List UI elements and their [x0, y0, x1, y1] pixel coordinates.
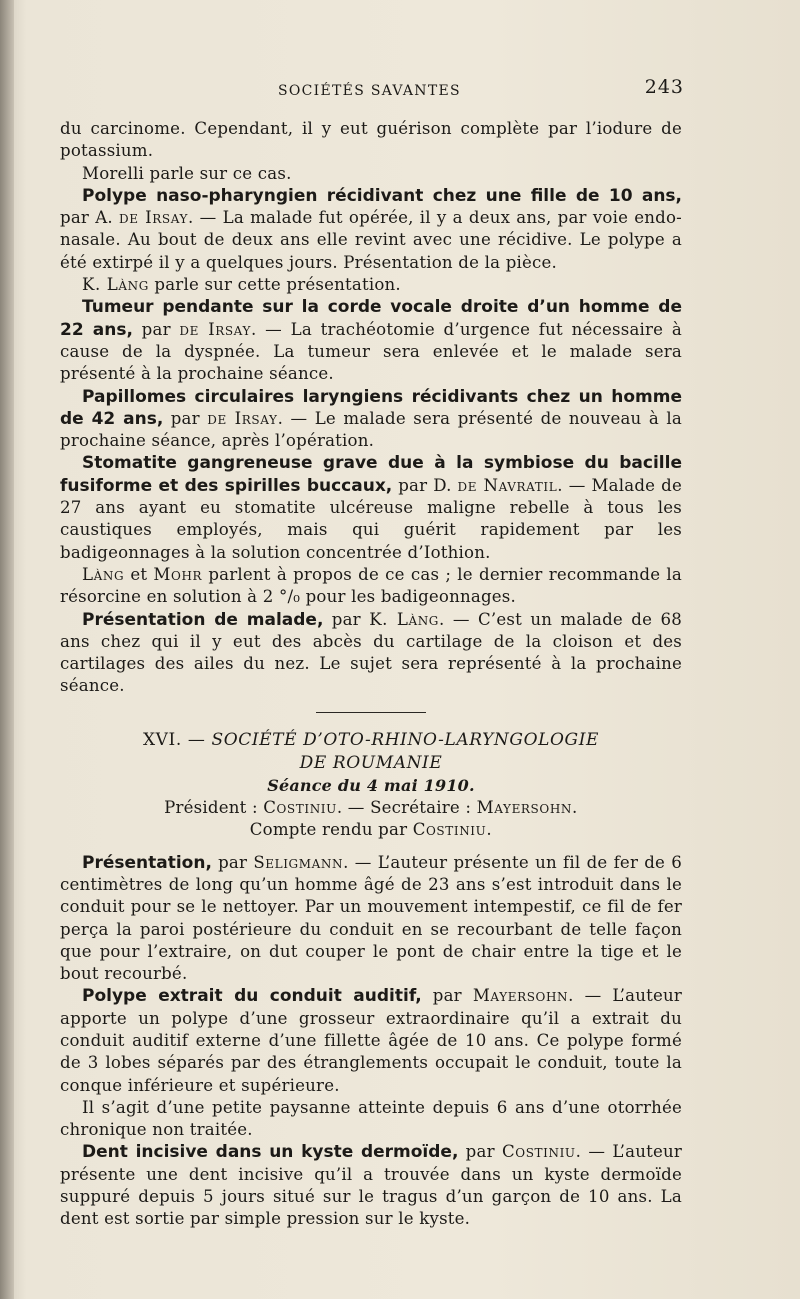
report-by: Compte rendu par Costiniu.	[249, 820, 493, 840]
entry-stomatite: Stomatite gangreneuse grave due à la symbiose du bacille fusiforme et des spirilles buccaux, par D. de Navratil. — Malade de 27 ans ayant eu stomatite ulcéreuse maligne rebelle à tous les caustiques employés, mais qui guérit rapidement par les badigeonnages à la solution concentrée d’Iothion.	[60, 453, 682, 562]
running-title: SOCIÉTÉS SAVANTES	[278, 83, 461, 99]
officers: Président : Costiniu. — Secrétaire : Mayersohn.	[164, 798, 578, 818]
author-name: Seligmann	[253, 852, 344, 872]
page-number: 243	[644, 76, 684, 98]
entry-heading: Polype naso-pharyngien récidivant chez une fille de 10 ans,	[82, 185, 682, 206]
author-name: K. Làng	[369, 609, 439, 629]
entry-presentation-fil: Présentation, par Seligmann. — L’auteur présente un fil de fer de 6 centimètres de long qu’un homme âgé de 23 ans s’est introduit dans le conduit pour se le nettoyer. Par un mouvement intempestif, ce fil de fer perça la paroi postérieure du conduit en se recourbant de telle façon que pour l’extraire, on dut couper le pont de chair entre la tige et le bout recourbé.	[60, 852, 683, 984]
entry-heading: Polype extrait du conduit auditif,	[82, 986, 422, 1007]
entry-presentation-malade: Présentation de malade, par K. Làng. — C’est un malade de 68 ans chez qui il y eut des abcès du cartilage de la cloison et des cartilages des ailes du nez. Le sujet sera représenté à la prochaine séance.	[60, 609, 683, 696]
paragraph-lang: K. Làng parle sur cette présentation.	[82, 275, 401, 295]
entry-heading: Présentation de malade,	[82, 609, 324, 630]
entry-heading: Tumeur pendante sur la corde vocale droite d’un homme de 22 ans,	[60, 297, 682, 340]
author-name: Làng	[82, 564, 125, 584]
author-name: de Irsay	[179, 319, 251, 339]
author-name: de Navratil	[457, 475, 558, 495]
society-title-line2: DE ROUMANIE	[299, 752, 443, 773]
paragraph-lang-mohr: Làng et Mohr parlent à propos de ce cas ; le dernier recommande la résorcine en solution à 2 °/₀ pour les badigeonnages.	[60, 564, 682, 607]
entry-heading: Stomatite gangreneuse grave due à la symbiose du bacille fusiforme et des spirilles buccaux,	[60, 453, 682, 496]
author-name: K. Làng	[82, 275, 149, 295]
entry-polype-naso: Polype naso-pharyngien récidivant chez une fille de 10 ans, par A. de Irsay. — La malade fut opérée, il y a deux ans, par voie endo-nasale. Au bout de deux ans elle revint avec une récidive. Le polype a été extirpé il y a quelques jours. Présentation de la pièce.	[60, 185, 682, 272]
section-divider	[316, 712, 426, 713]
page-content	[60, 78, 682, 1231]
entry-heading: Dent incisive dans un kyste dermoïde,	[82, 1142, 459, 1163]
book-spine-shadow	[0, 0, 14, 1299]
entry-tumeur: Tumeur pendante sur la corde vocale droite d’un homme de 22 ans, par de Irsay. — La trachéotomie d’urgence fut nécessaire à cause de la dyspnée. La tumeur sera enlevée et le malade sera présenté à la prochaine séance.	[60, 297, 682, 384]
author-name: Mayersohn	[472, 986, 569, 1006]
author-name: de Irsay	[119, 208, 189, 228]
paragraph-carcinome: du carcinome. Cependant, il y eut guérison complète par l’iodure de potassium.	[60, 119, 682, 161]
author-name: Mohr	[153, 564, 203, 584]
entry-papillomes: Papillomes circulaires laryngiens récidivants chez un homme de 42 ans, par de Irsay. — Le malade sera présenté de nouveau à la prochaine séance, après l’opération.	[60, 386, 683, 451]
author-name: Costiniu	[501, 1142, 576, 1162]
society-title: XVI. — SOCIÉTÉ D’OTO-RHINO-LARYNGOLOGIE	[142, 729, 600, 750]
entry-dent-incisive: Dent incisive dans un kyste dermoïde, par Costiniu. — L’auteur présente une dent incisive qu’il a trouvée dans un kyste dermoïde suppuré depuis 5 jours situé sur le tragus d’un garçon de 10 ans. La dent est sortie par simple pression sur le kyste.	[60, 1142, 682, 1229]
paragraph-paysanne: Il s’agit d’une petite paysanne atteinte depuis 6 ans d’une otorrhée chronique non traitée.	[60, 1097, 682, 1140]
entry-heading: Papillomes circulaires laryngiens récidivants chez un homme de 42 ans,	[60, 386, 682, 429]
author-name: de Irsay	[207, 408, 278, 428]
running-head	[60, 78, 682, 102]
entry-polype-auditif: Polype extrait du conduit auditif, par Mayersohn. — L’auteur apporte un polype d’une grosseur extraordinaire qu’il a extrait du conduit auditif externe d’une fillette âgée de 10 ans. Ce polype formé de 3 lobes séparés par des étranglements occupait le conduit, toute la conque inférieure et supérieure.	[60, 986, 683, 1095]
entry-heading: Présentation,	[82, 852, 212, 873]
paragraph-morelli: Morelli parle sur ce cas.	[82, 163, 292, 183]
session-date: Séance du 4 mai 1910.	[267, 775, 475, 795]
